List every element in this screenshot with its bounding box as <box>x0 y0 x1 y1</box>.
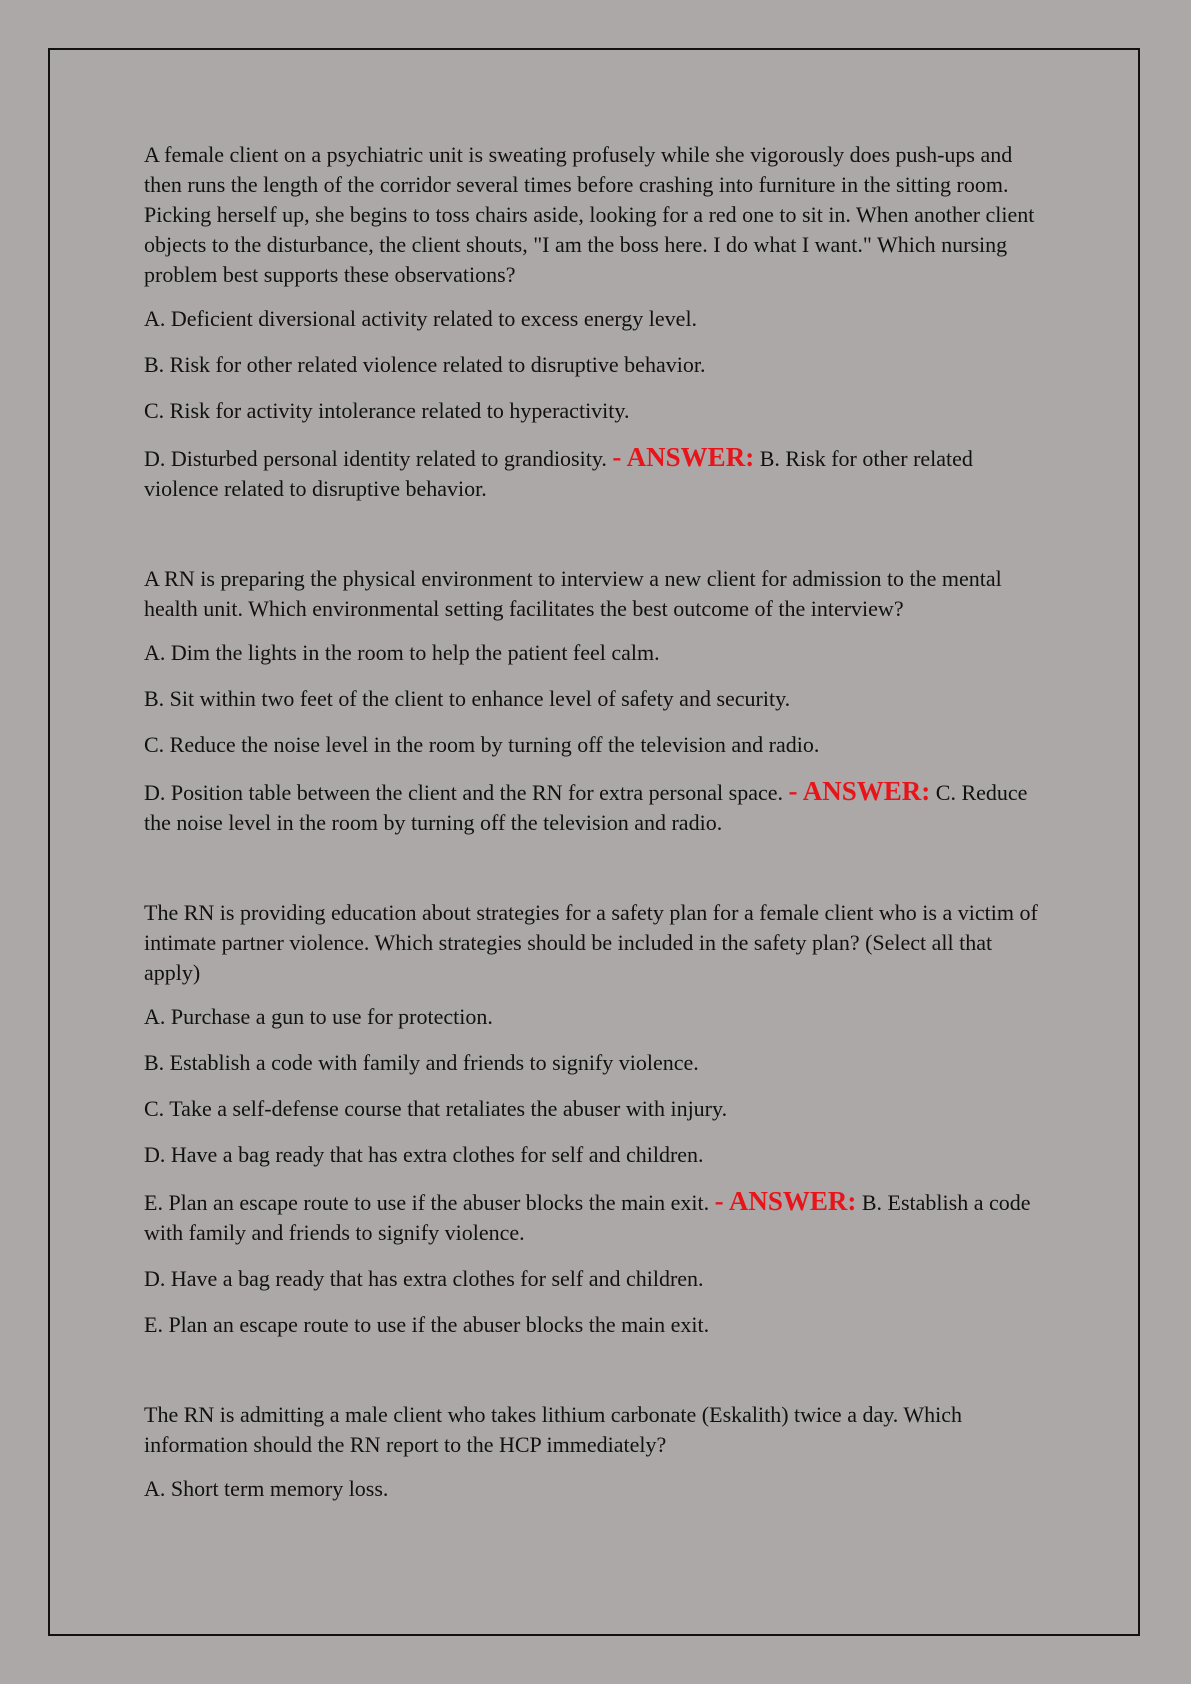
answer-option-text: D. Position table between the client and the RN for extra personal space. <box>144 780 784 805</box>
answer-option: D. Have a bag ready that has extra clothes for self and children. <box>144 1142 704 1167</box>
question-stem: A female client on a psychiatric unit is sweating profusely while she vigorously does push-ups and then runs the length of the corridor several times before crashing into furniture in the sitting room. Picking herself up, she begins to toss chairs aside, looking for a red one to sit in. When another client objects to the disturbance, the client shouts, "I am the boss here. I do what I want." Which nursing problem best supports these observations? <box>144 142 1035 287</box>
answer-option: B. Risk for other related violence related to disruptive behavior. <box>144 352 706 377</box>
answer-option: A. Dim the lights in the room to help the patient feel calm. <box>144 640 660 665</box>
answer-option: A. Purchase a gun to use for protection. <box>144 1004 493 1029</box>
answer-label: - ANSWER: <box>714 1186 857 1216</box>
answer-option: B. Sit within two feet of the client to enhance level of safety and security. <box>144 686 791 711</box>
answer-option-with-key <box>144 1186 1050 1248</box>
answer-option: B. Establish a code with family and friends to signify violence. <box>144 1050 699 1075</box>
answer-label: - ANSWER: <box>612 442 755 472</box>
question-stem: The RN is providing education about strategies for a safety plan for a female client who is a victim of intimate partner violence. Which strategies should be included in the safety plan? (Select all that apply) <box>144 900 1038 985</box>
answer-option: C. Risk for activity intolerance related to hyperactivity. <box>144 398 630 423</box>
question-block <box>144 140 1050 504</box>
answer-option: A. Short term memory loss. <box>144 1476 389 1501</box>
question-stem: A RN is preparing the physical environment to interview a new client for admission to the mental health unit. Which environmental setting facilitates the best outcome of the interview? <box>144 566 1002 621</box>
answer-option: A. Deficient diversional activity related to excess energy level. <box>144 306 698 331</box>
answer-option: C. Take a self-defense course that retaliates the abuser with injury. <box>144 1096 728 1121</box>
answer-text: B. Risk for other related violence related to disruptive behavior. <box>144 446 973 501</box>
question-block <box>144 898 1050 1340</box>
answer-option-text: E. Plan an escape route to use if the abuser blocks the main exit. <box>144 1190 710 1215</box>
answer-option-with-key <box>144 442 1050 504</box>
answer-text: B. Establish a code with family and friends to signify violence. <box>144 1190 1031 1245</box>
answer-extra: E. Plan an escape route to use if the abuser blocks the main exit. <box>144 1312 710 1337</box>
answer-option-with-key <box>144 776 1050 838</box>
answer-text: C. Reduce the noise level in the room by turning off the television and radio. <box>144 780 1028 835</box>
question-block <box>144 1400 1050 1504</box>
answer-label: - ANSWER: <box>788 776 931 806</box>
question-stem: The RN is admitting a male client who takes lithium carbonate (Eskalith) twice a day. Which information should the RN report to the HCP immediately? <box>144 1402 963 1457</box>
answer-option: C. Reduce the noise level in the room by turning off the television and radio. <box>144 732 820 757</box>
document-content <box>144 140 1050 1564</box>
answer-extra: D. Have a bag ready that has extra clothes for self and children. <box>144 1266 704 1291</box>
answer-option-text: D. Disturbed personal identity related to grandiosity. <box>144 446 607 471</box>
question-block <box>144 564 1050 838</box>
